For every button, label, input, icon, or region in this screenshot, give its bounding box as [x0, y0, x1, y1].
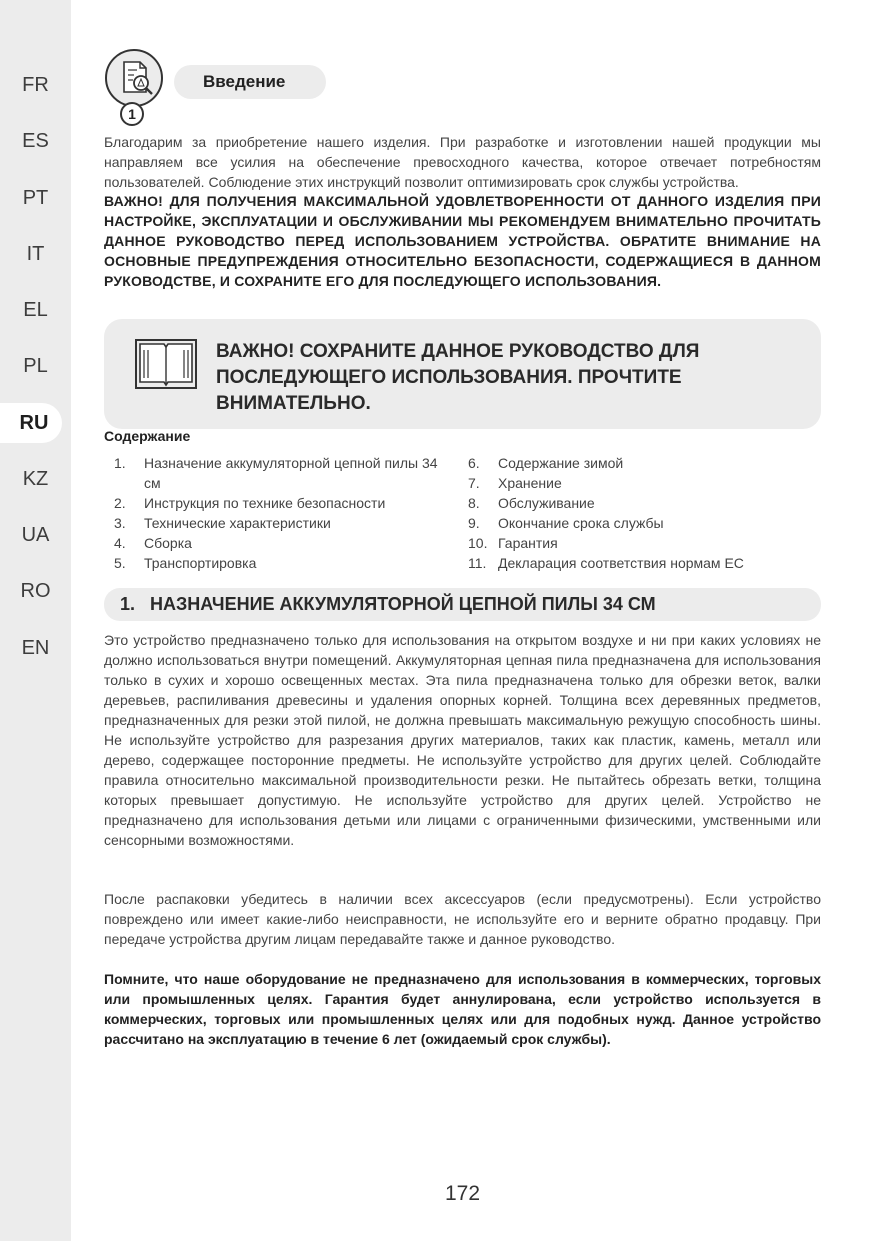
- toc-left-column: [114, 453, 456, 573]
- lang-tab-it[interactable]: IT: [26, 243, 45, 265]
- toc-item[interactable]: [114, 533, 456, 553]
- toc-num: 11.: [468, 555, 487, 571]
- section-paragraph-3: Помните, что наше оборудование не предназначено для использования в коммерческих, торговых или промышленных целях. Гарантия будет аннулирована, если устройство используется в коммерческих, торговых или промышленных целях или для подобных нужд. Данное устройство рассчитано на эксплуатацию в течение 6 лет (ожидаемый срок службы).: [104, 971, 821, 1047]
- toc-item[interactable]: [468, 473, 821, 493]
- section-paragraph-2: После распаковки убедитесь в наличии всех аксессуаров (если предусмотрены). Если устройство повреждено или имеет какие-либо неисправности, не используйте его и верните обратно продавцу. При передаче устройства другим лицам передавайте также и данное руководство.: [104, 891, 821, 947]
- toc-label: Декларация соответствия нормам ЕС: [498, 555, 744, 571]
- language-sidebar: [0, 0, 71, 1241]
- toc-num: 9.: [468, 515, 480, 531]
- intro-paragraph: Благодарим за приобретение нашего изделия. При разработке и изготовлении нашей продукции мы направляем все усилия на обеспечение превосходного качества, которое отвечает потребностям пользователей. Соблюдение этих инструкций позволит оптимизировать срок службы устройства.: [104, 134, 821, 190]
- toc-item[interactable]: [114, 553, 456, 573]
- toc-label: Сборка: [144, 535, 192, 551]
- toc-label: Технические характеристики: [144, 515, 331, 531]
- lang-tab-pt[interactable]: PT: [22, 187, 49, 209]
- toc-label: Окончание срока службы: [498, 515, 664, 531]
- lang-tab-fr[interactable]: FR: [22, 74, 49, 96]
- toc-label: Гарантия: [498, 535, 558, 551]
- page-number: 172: [444, 1182, 481, 1205]
- toc-item[interactable]: [468, 493, 821, 513]
- toc-num: 4.: [114, 535, 126, 551]
- toc-title: Содержание: [104, 428, 191, 444]
- toc-num: 1.: [114, 455, 126, 471]
- toc-num: 7.: [468, 475, 480, 491]
- toc-item[interactable]: [468, 513, 821, 533]
- toc-item[interactable]: [468, 533, 821, 553]
- open-book-icon: [134, 338, 198, 390]
- toc-item[interactable]: [468, 453, 821, 473]
- toc-num: 3.: [114, 515, 126, 531]
- page-title: Введение: [174, 65, 326, 99]
- toc-num: 5.: [114, 555, 126, 571]
- toc-item[interactable]: [114, 493, 456, 513]
- toc-num: 8.: [468, 495, 480, 511]
- lang-tab-pl[interactable]: PL: [23, 355, 48, 377]
- lang-tab-ru-active[interactable]: RU: [0, 403, 62, 443]
- lang-tab-es[interactable]: ES: [22, 130, 49, 152]
- toc-item[interactable]: [114, 453, 456, 493]
- toc-num: 10.: [468, 535, 488, 551]
- save-manual-notice: [104, 319, 821, 429]
- toc-right-column: [468, 453, 821, 573]
- toc-label: Обслуживание: [498, 495, 595, 511]
- toc-label: Транспортировка: [144, 555, 257, 571]
- toc-item[interactable]: [114, 513, 456, 533]
- manual-inspect-icon: [104, 48, 164, 108]
- toc-item[interactable]: [468, 553, 821, 573]
- lang-tab-kz[interactable]: KZ: [22, 468, 49, 490]
- section-paragraph-1: Это устройство предназначено только для использования на открытом воздухе и ни при каких условиях не должно использоваться внутри помещений. Аккумуляторная цепная пила предназначена для использования только в сухих и хорошо освещенных местах. Эта пила предназначена только для обрезки веток, валки деревьев, распиливания древесины и удаления опорных корней. Толщина всех деревянных предметов, предназначенных для резки этой пилой, не должна превышать максимальную режущую способность шины. Не используйте устройство для разрезания других материалов, таких как пластик, камень, металл или дерево, содержащее посторонние предметы. Не используйте устройство для других целей. Соблюдайте правила относительно максимальной производительности резки. Не пытайтесь обрезать ветки, толщина которых превышает допустимую. Не используйте устройство для других целей. Устройство не предназначено для использования детьми или лицами с ограниченными физическими, умственными или сенсорными возможностями.: [104, 632, 821, 848]
- notice-text: ВАЖНО! СОХРАНИТЕ ДАННОЕ РУКОВОДСТВО ДЛЯ ПОСЛЕДУЮЩЕГО ИСПОЛЬЗОВАНИЯ. ПРОЧТИТЕ ВНИМАТЕЛЬНО.: [216, 341, 700, 414]
- lang-tab-el[interactable]: EL: [23, 299, 48, 321]
- lang-tab-ua[interactable]: UA: [21, 524, 50, 546]
- section-title: 1. НАЗНАЧЕНИЕ АККУМУЛЯТОРНОЙ ЦЕПНОЙ ПИЛЫ 34 СМ: [120, 594, 656, 614]
- lang-tab-en[interactable]: EN: [21, 637, 50, 659]
- section-heading-bar: [104, 588, 821, 621]
- page-number-container: [0, 1182, 875, 1206]
- toc-label: Хранение: [498, 475, 562, 491]
- toc-label: Содержание зимой: [498, 455, 624, 471]
- toc-num: 6.: [468, 455, 480, 471]
- toc-num: 2.: [114, 495, 126, 511]
- toc-label: Назначение аккумуляторной цепной пилы 34 см: [144, 455, 438, 491]
- lang-tab-ro[interactable]: RO: [20, 580, 51, 602]
- toc-label: Инструкция по технике безопасности: [144, 495, 386, 511]
- intro-warning: ВАЖНО! ДЛЯ ПОЛУЧЕНИЯ МАКСИМАЛЬНОЙ УДОВЛЕТВОРЕННОСТИ ОТ ДАННОГО ИЗДЕЛИЯ ПРИ НАСТРОЙКЕ, ЭКСПЛУАТАЦИИ И ОБСЛУЖИВАНИИ МЫ РЕКОМЕНДУЕМ ВНИМАТЕЛЬНО ПРОЧИТАТЬ ДАННОЕ РУКОВОДСТВО ПЕРЕД ИСПОЛЬЗОВАНИЕМ УСТРОЙСТВА. ОБРАТИТЕ ВНИМАНИЕ НА ОСНОВНЫЕ ПРЕДУПРЕЖДЕНИЯ ОТНОСИТЕЛЬНО БЕЗОПАСНОСТИ, СОДЕРЖАЩИЕСЯ В ДАННОМ РУКОВОДСТВЕ, И СОХРАНИТЕ ЕГО ДЛЯ ПОСЛЕДУЮЩЕГО ИСПОЛЬЗОВАНИЯ.: [104, 193, 821, 289]
- section-badge: 1: [120, 102, 144, 126]
